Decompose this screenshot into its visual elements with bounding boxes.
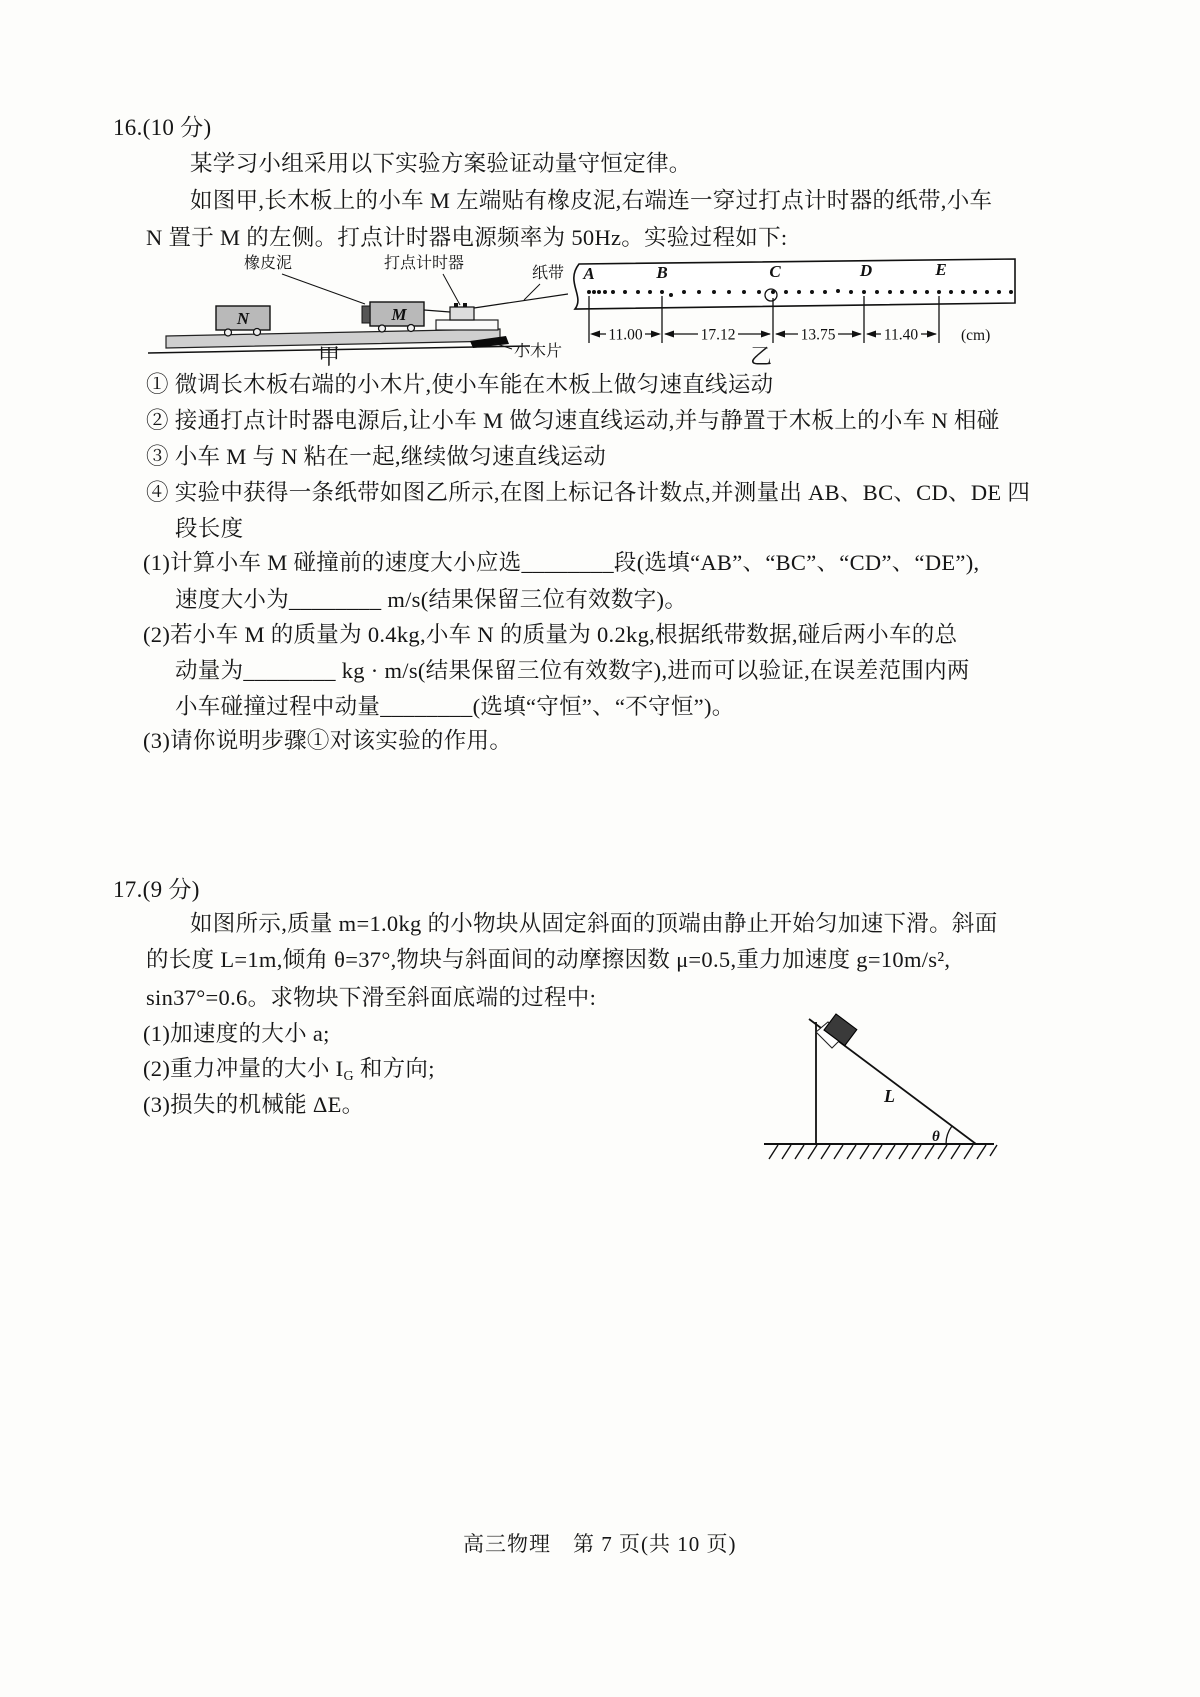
q16-sub1-line1: (1)计算小车 M 碰撞前的速度大小应选________段(选填“AB”、“BC”、“CD”、“DE”), — [143, 550, 980, 575]
unit-cm: (cm) — [961, 327, 991, 344]
timer-leader-line — [443, 274, 460, 305]
rubber-clay — [362, 306, 370, 323]
q16-intro-line3: N 置于 M 的左侧。打点计时器电源频率为 50Hz。实验过程如下: — [146, 225, 788, 250]
measure-ab: 11.00 — [608, 326, 643, 344]
cart-n-label: N — [236, 309, 250, 328]
length-l-label: L — [884, 1086, 895, 1106]
q17-item-2-tail: 和方向; — [353, 1056, 435, 1081]
q17-intro-line3: sin37°=0.6。求物块下滑至斜面底端的过程中: — [146, 985, 597, 1010]
figure-incline — [752, 992, 1007, 1172]
tape-leader-line — [524, 284, 540, 300]
cart-m — [362, 302, 424, 332]
q16-sub1-line2: 速度大小为________ m/s(结果保留三位有效数字)。 — [175, 587, 688, 612]
figure-yi-caption: 乙 — [750, 344, 773, 369]
tape-label: 纸带 — [532, 265, 565, 282]
q17-item-2-subscript: G — [343, 1069, 354, 1084]
q16-step-2: ② 接通打点计时器电源后,让小车 M 做匀速直线运动,并与静置于木板上的小车 N 相碰 — [146, 408, 1000, 433]
q16-number: 16.(10 分) — [113, 115, 212, 140]
ticker-timer — [450, 303, 474, 320]
page-footer: 高三物理 第 7 页(共 10 页) — [463, 1532, 737, 1556]
point-c-label: C — [769, 262, 781, 281]
point-d-label: D — [859, 261, 873, 280]
q16-sub2-line3: 小车碰撞过程中动量________(选填“守恒”、“不守恒”)。 — [175, 694, 735, 719]
q17-item-3: (3)损失的机械能 ΔE。 — [143, 1092, 365, 1117]
measure-bc: 17.12 — [700, 326, 736, 344]
q16-step-4-cont: 段长度 — [175, 516, 244, 541]
q16-sub2-line2: 动量为________ kg · m/s(结果保留三位有效数字),进而可以验证,在误差范围内两 — [175, 658, 970, 683]
tape-link-line — [424, 310, 450, 312]
q17-number: 17.(9 分) — [113, 877, 200, 902]
tape-outline — [574, 259, 1015, 309]
q16-step-4: ④ 实验中获得一条纸带如图乙所示,在图上标记各计数点,并测量出 AB、BC、CD、DE 四 — [146, 480, 1031, 505]
q16-step-3: ③ 小车 M 与 N 粘在一起,继续做匀速直线运动 — [146, 444, 607, 469]
ground-hatching — [769, 1145, 997, 1159]
q16-step-1: ① 微调长木板右端的小木片,使小车能在木板上做匀速直线运动 — [146, 372, 774, 397]
figure-jia-caption: 甲 — [318, 344, 341, 369]
measure-de: 11.40 — [883, 326, 919, 344]
clay-label: 橡皮泥 — [244, 255, 293, 272]
timer-label: 打点计时器 — [384, 255, 465, 272]
q17-intro-line1: 如图所示,质量 m=1.0kg 的小物块从固定斜面的顶端由静止开始匀加速下滑。斜面 — [190, 911, 998, 936]
cart-m-label: M — [391, 305, 407, 324]
q17-item-1: (1)加速度的大小 a; — [143, 1021, 330, 1046]
figure-jia-apparatus — [148, 250, 568, 362]
point-a-label: A — [583, 264, 595, 283]
timer-platform — [436, 320, 498, 330]
angle-arc — [946, 1126, 952, 1144]
cart-n — [216, 306, 270, 336]
tape-line — [474, 294, 568, 308]
theta-label: θ — [932, 1129, 940, 1145]
figure-yi-tape — [565, 248, 1025, 360]
point-e-label: E — [935, 260, 947, 279]
q16-sub3: (3)请你说明步骤①对该实验的作用。 — [143, 728, 513, 753]
q16-intro-line1: 某学习小组采用以下实验方案验证动量守恒定律。 — [190, 151, 692, 176]
q17-item-2 — [143, 1058, 435, 1084]
q17-intro-line2: 的长度 L=1m,倾角 θ=37°,物块与斜面间的动摩擦因数 μ=0.5,重力加速度 g=10m/s², — [146, 947, 951, 972]
measure-cd: 13.75 — [800, 326, 836, 344]
chip-label: 小木片 — [514, 343, 563, 360]
q17-item-2-text: (2)重力冲量的大小 I — [143, 1056, 344, 1081]
clay-leader-line — [282, 274, 365, 304]
q16-intro-line2: 如图甲,长木板上的小车 M 左端贴有橡皮泥,右端连一穿过打点计时器的纸带,小车 — [190, 188, 993, 213]
point-b-label: B — [656, 263, 668, 282]
q16-sub2-line1: (2)若小车 M 的质量为 0.4kg,小车 N 的质量为 0.2kg,根据纸带数据,碰后两小车的总 — [143, 622, 958, 647]
